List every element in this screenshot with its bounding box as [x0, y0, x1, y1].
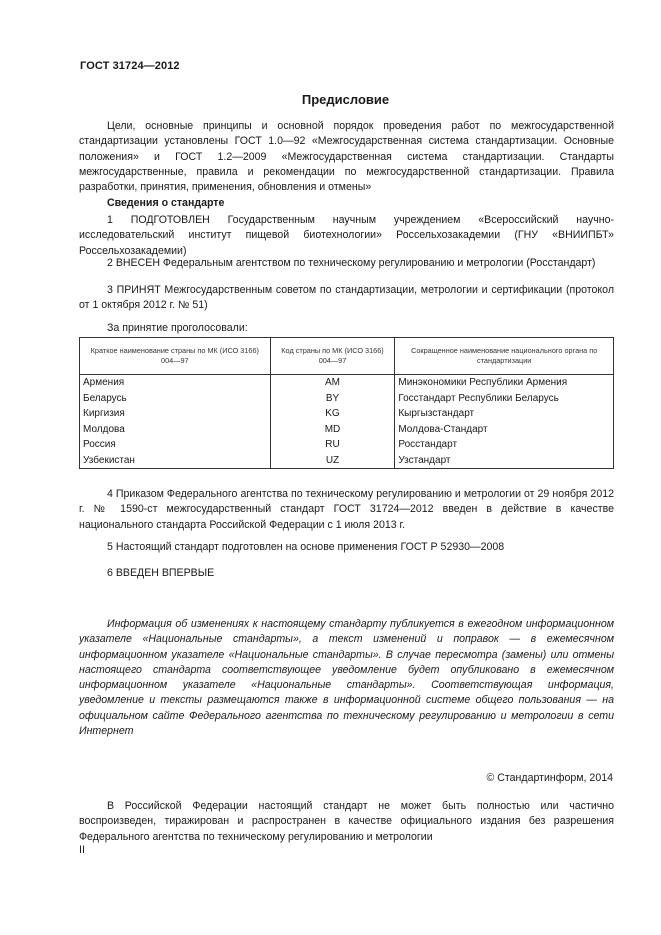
- intro-text: Цели, основные принципы и основной порядок проведения работ по межгосударственной стандартизации установлены ГОСТ 1.0—92 «Межгосударственная система стандартизации. Основные положения» и ГОСТ 1.2—2009 «Межгосударственная система стандартизации. Стандарты межгосударственные, правила и рекомендации по межгосударственной стандартизации. Правила разработки, принятия, применения, обновления и отмены»: [79, 120, 614, 194]
- copyright: © Стандартинформ, 2014: [486, 772, 613, 784]
- table-header-code: Код страны по МК (ИСО 3166) 004—97: [270, 338, 395, 375]
- table-cell-code: UZ: [270, 453, 395, 469]
- table-cell-agency: Госстандарт Республики Беларусь: [395, 391, 614, 407]
- table-header-row: [80, 338, 614, 375]
- table-cell-country: Армения: [80, 375, 271, 391]
- voted-label: За принятие проголосовали:: [107, 322, 248, 334]
- table-row: [80, 375, 614, 391]
- table-cell-agency: Молдова-Стандарт: [395, 422, 614, 438]
- reproduction-notice-text: В Российской Федерации настоящий стандарт не может быть полностью или частично воспроизведен, тиражирован и распространен в качестве официального издания без разрешения Федерального агентства по техническому регулированию и метрологии: [79, 800, 614, 843]
- page-number: II: [79, 844, 85, 856]
- table-cell-country: Узбекистан: [80, 453, 271, 469]
- info-notice: [79, 617, 614, 739]
- table-cell-code: AM: [270, 375, 395, 391]
- table-cell-code: MD: [270, 422, 395, 438]
- item-3: 3 ПРИНЯТ Межгосударственным советом по стандартизации, метрологии и сертификации (протокол от 1 октября 2012 г. № 51): [79, 284, 614, 312]
- table-row: [80, 422, 614, 438]
- intro-paragraph: [79, 119, 614, 195]
- reproduction-notice: [79, 799, 614, 845]
- table-row: [80, 437, 614, 453]
- section-heading: Сведения о стандарте: [107, 197, 225, 209]
- table-cell-agency: Кыргызстандарт: [395, 406, 614, 422]
- table-header-agency: Сокращенное наименование национального органа по стандартизации: [395, 338, 614, 375]
- table-cell-code: BY: [270, 391, 395, 407]
- table-cell-code: KG: [270, 406, 395, 422]
- table-cell-country: Россия: [80, 437, 271, 453]
- voting-table: [79, 337, 614, 469]
- item-2: 2 ВНЕСЕН Федеральным агентством по техническому регулированию и метрологии (Росстандарт): [107, 257, 596, 269]
- item-4: 4 Приказом Федерального агентства по техническому регулированию и метрологии от 29 ноября 2012 г. № 1590-ст межгосударственный стандарт ГОСТ 31724—2012 введен в действие в качестве национального стандарта Российской Федерации с 1 июля 2013 г.: [79, 488, 614, 531]
- page-title: Предисловие: [301, 92, 390, 107]
- table-header-country: Краткое наименование страны по МК (ИСО 3166) 004—97: [80, 338, 271, 375]
- document-code: ГОСТ 31724—2012: [80, 60, 180, 72]
- item-1: 1 ПОДГОТОВЛЕН Государственным научным учреждением «Всероссийский научно-исследовательский институт пищевой биотехнологии» Россельхозакадемии (ГНУ «ВНИИПБТ» Россельхозакадемии): [79, 214, 614, 257]
- item-6: 6 ВВЕДЕН ВПЕРВЫЕ: [107, 567, 215, 579]
- table-cell-country: Молдова: [80, 422, 271, 438]
- info-notice-text: Информация об изменениях к настоящему стандарту публикуется в ежегодном информационном указателе «Национальные стандарты», а текст изменений и поправок — в ежемесячном информационном указателе «Национальные стандарты». В случае пересмотра (замены) или отмены настоящего стандарта соответствующее уведомление будет опубликовано в ежемесячном информационном указателе «Национальные стандарты». Соответствующая информация, уведомление и тексты размещаются также в информационной системе общего пользования — на официальном сайте Федерального агентства по техническому регулированию и метрологии в сети Интернет: [79, 618, 614, 738]
- table-cell-agency: Росстандарт: [395, 437, 614, 453]
- table-cell-agency: Минэкономики Республики Армения: [395, 375, 614, 391]
- table-row: [80, 453, 614, 469]
- table-row: [80, 391, 614, 407]
- table-cell-agency: Узстандарт: [395, 453, 614, 469]
- item-5: 5 Настоящий стандарт подготовлен на основе применения ГОСТ Р 52930—2008: [107, 541, 505, 553]
- table-cell-code: RU: [270, 437, 395, 453]
- table-cell-country: Киргизия: [80, 406, 271, 422]
- table-cell-country: Беларусь: [80, 391, 271, 407]
- table-row: [80, 406, 614, 422]
